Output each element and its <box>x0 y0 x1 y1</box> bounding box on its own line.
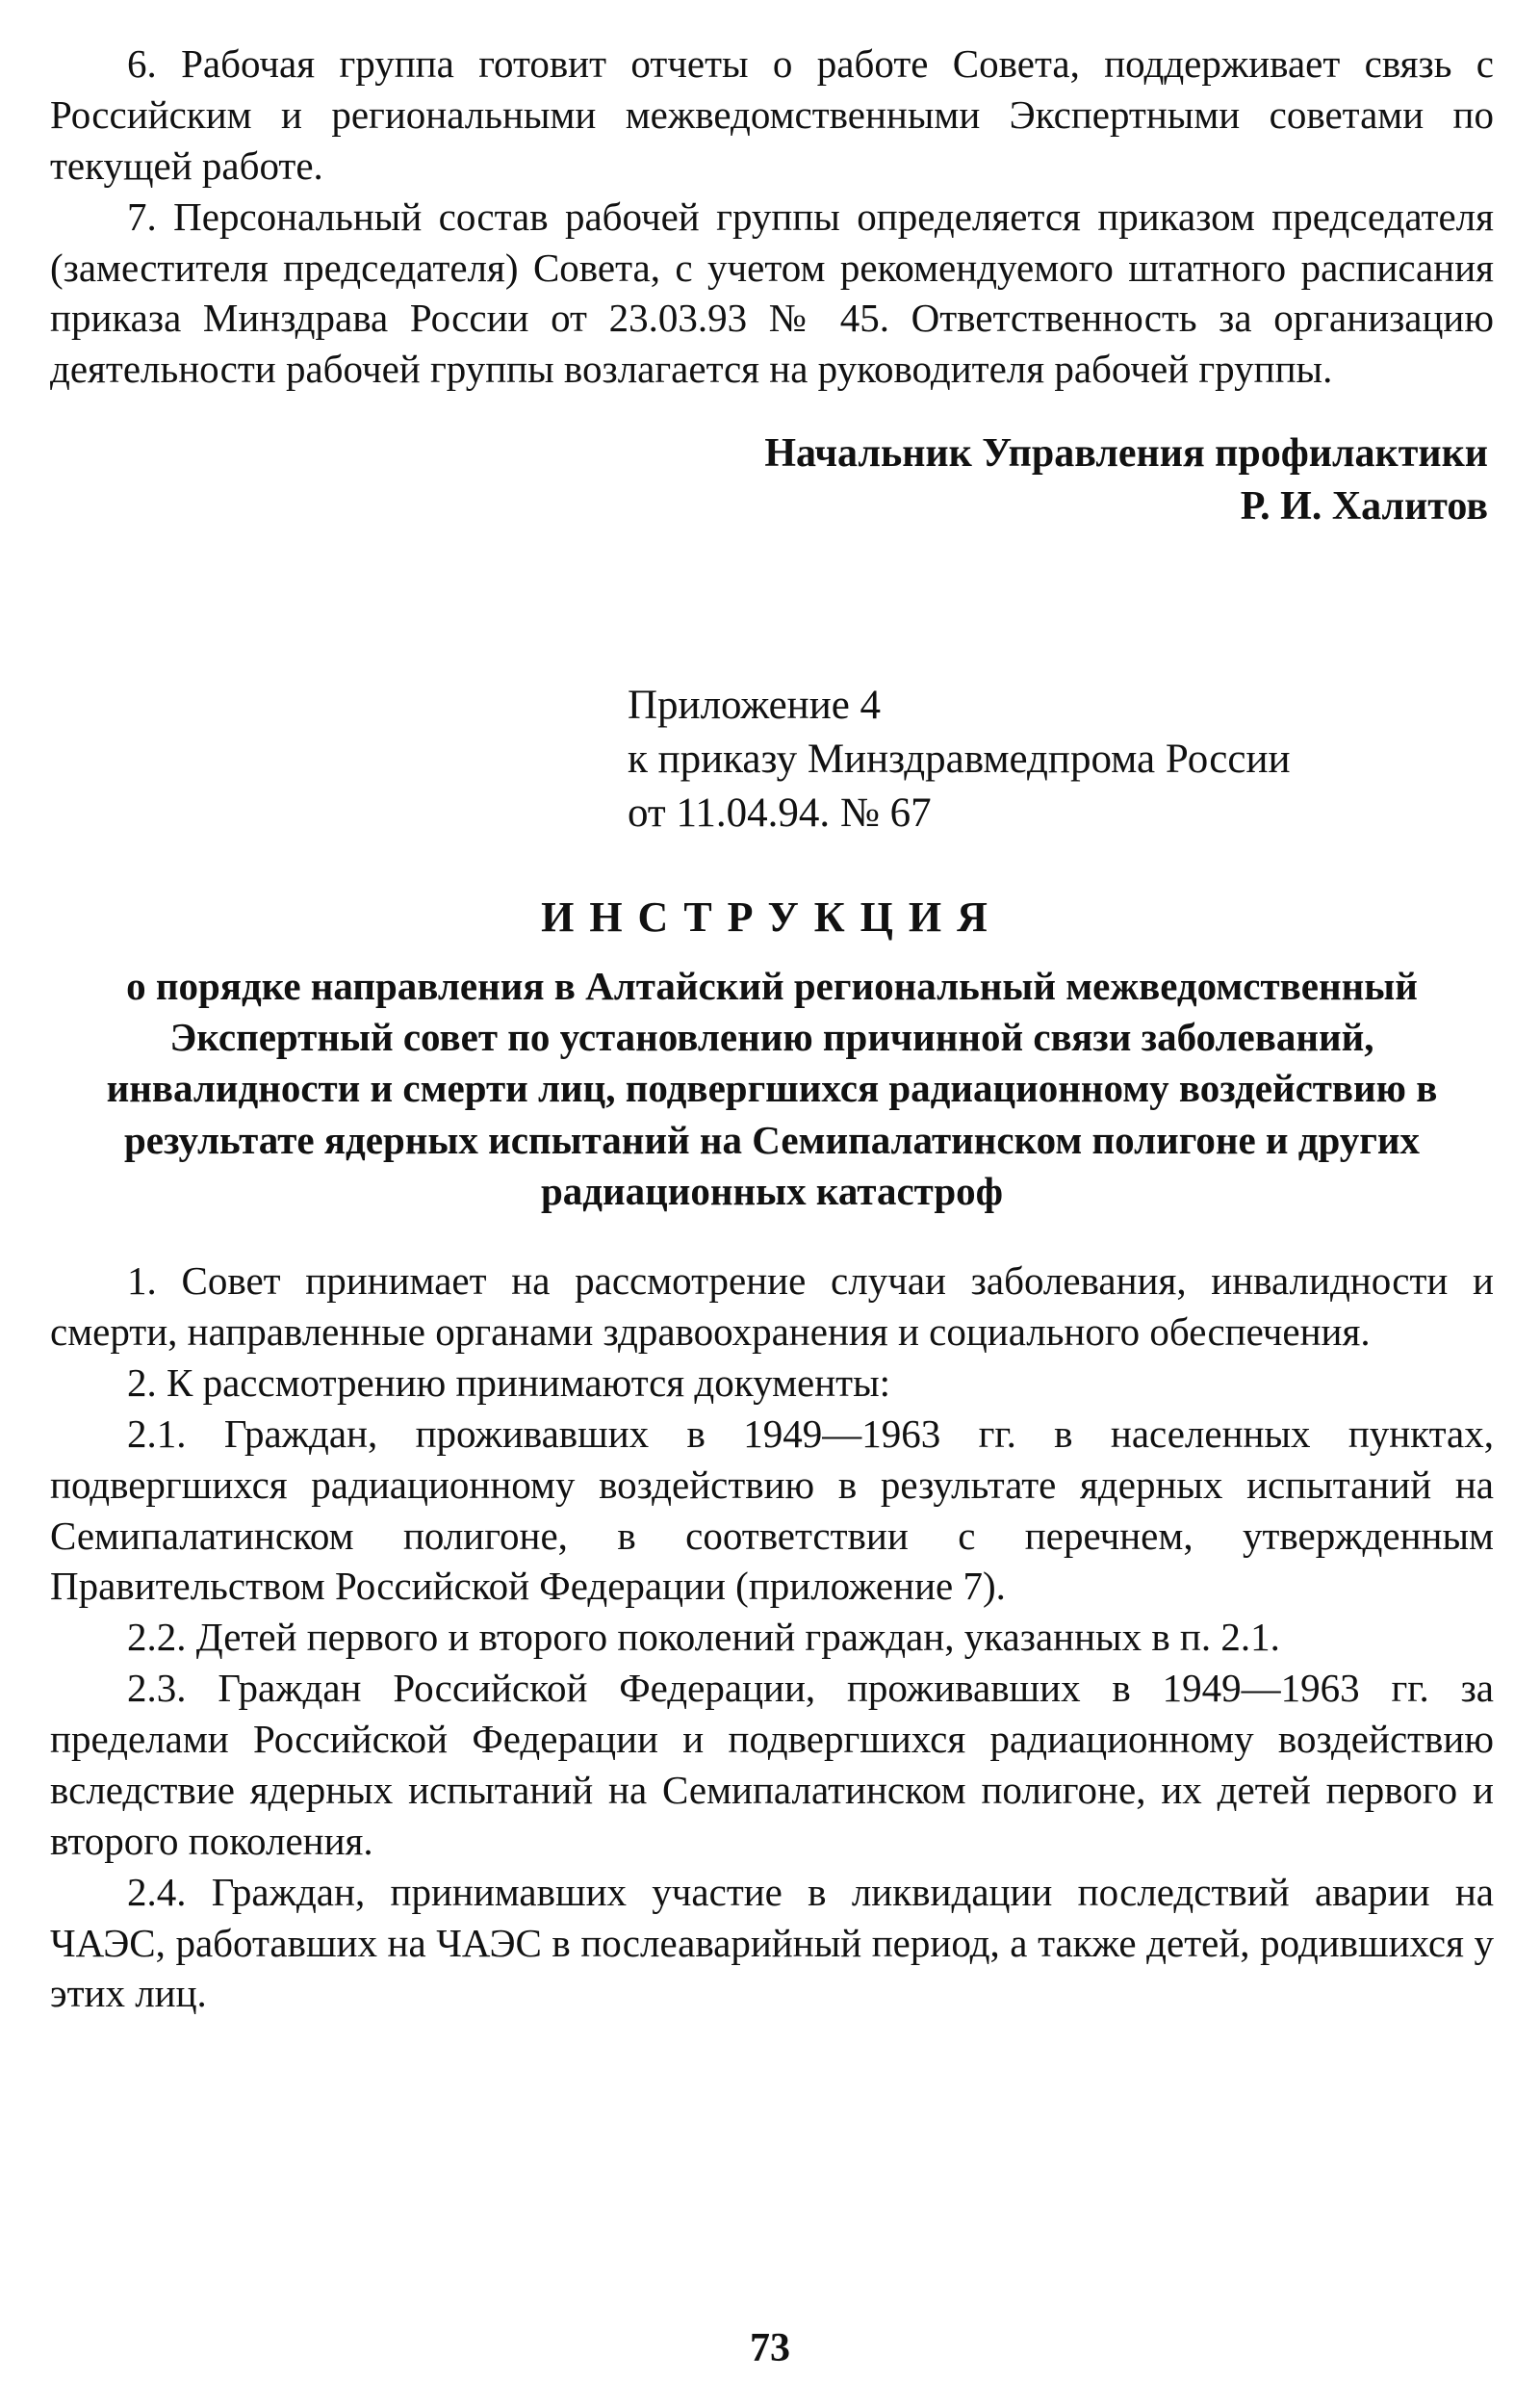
paragraph-6: 6. Рабочая группа готовит отчеты о работе Совета, поддерживает связь с Российским и региональными межведомственными Экспертными советами по текущей работе. <box>50 41 1494 188</box>
document-subtitle: о порядке направления в Алтайский региональный межведомственный Экспертный совет по установлению причинной связи заболеваний, инвалидности и смерти лиц, подвергшихся радиационному воздействию в результате ядерных испытаний на Семипалатинском полигоне и других радиационных катастроф <box>106 963 1438 1213</box>
appendix-reference <box>628 679 1494 841</box>
document-title: ИНСТРУКЦИЯ <box>541 893 1003 941</box>
page-number: 73 <box>750 2326 790 2370</box>
paragraph-2: 2. К рассмотрению принимаются документы: <box>127 1359 891 1405</box>
paragraph-7: 7. Персональный состав рабочей группы определяется приказом председателя (заместителя председателя) Совета, с учетом рекомендуемого штатного расписания приказа Минздрава России от 23.03.93 № 45. Ответственность за организацию деятельности рабочей группы возлагается на руководителя рабочей группы. <box>50 194 1494 392</box>
paragraph-2-3: 2.3. Граждан Российской Федерации, проживавших в 1949—1963 гг. за пределами Российской Федерации и подвергшихся радиационному воздействию вследствие ядерных испытаний на Семипалатинском полигоне, их детей первого и второго поколения. <box>50 1666 1494 1863</box>
previous-section-continuation <box>50 39 1494 395</box>
signature-position: Начальник Управления профилактики <box>764 431 1488 477</box>
paragraph-1: 1. Совет принимает на рассмотрение случаи заболевания, инвалидности и смерти, направленные органами здравоохранения и социального обеспечения. <box>50 1258 1494 1355</box>
paragraph-2-1: 2.1. Граждан, проживавших в 1949—1963 гг. в населенных пунктах, подвергшихся радиационному воздействию в результате ядерных испытаний на Семипалатинском полигоне, в соответствии с перечнем, утвержденным Правительством Российской Федерации (приложение 7). <box>50 1411 1494 1609</box>
appendix-date: от 11.04.94. № 67 <box>628 790 932 837</box>
paragraph-2-4: 2.4. Граждан, принимавших участие в ликвидации последствий аварии на ЧАЭС, работавших на ЧАЭС в послеаварийный период, а также детей, родившихся у этих лиц. <box>50 1869 1494 2016</box>
appendix-number: Приложение 4 <box>628 683 882 729</box>
instruction-body <box>50 1255 1494 2019</box>
paragraph-2-2: 2.2. Детей первого и второго поколений граждан, указанных в п. 2.1. <box>127 1615 1280 1660</box>
appendix-order: к приказу Минздравмедпрома России <box>628 737 1291 783</box>
signature-name: Р. И. Халитов <box>1240 483 1488 529</box>
signature-block <box>50 427 1494 532</box>
